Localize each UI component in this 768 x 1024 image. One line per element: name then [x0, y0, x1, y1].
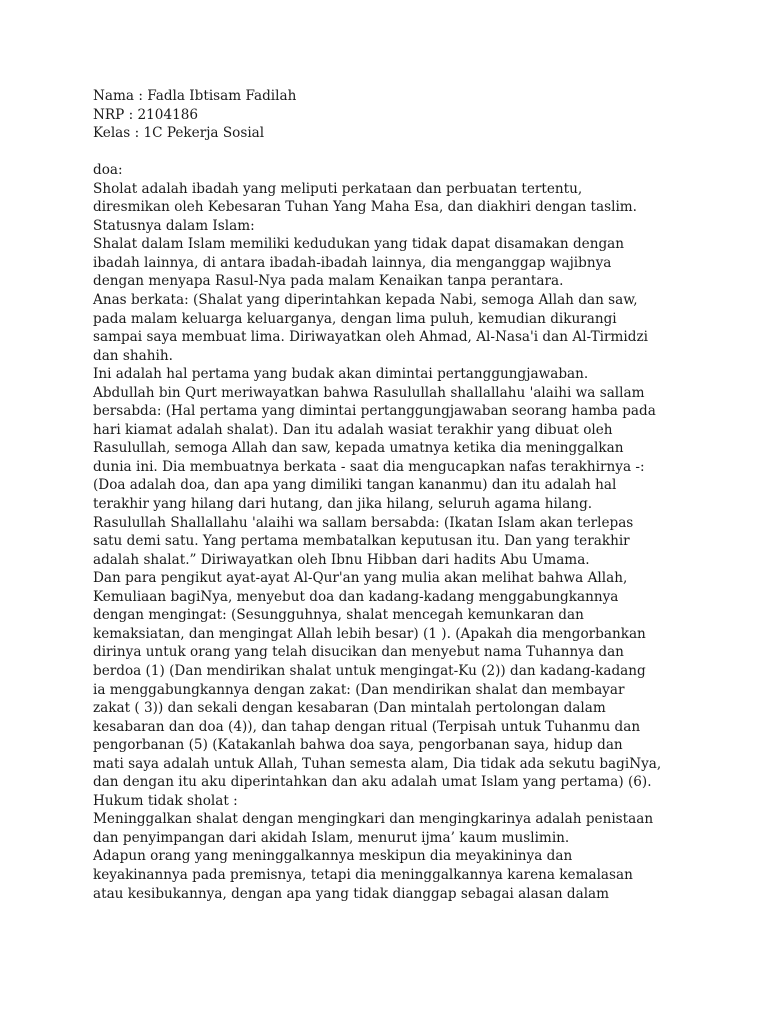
essay-line: dan shahih. — [93, 347, 173, 364]
essay-line: berdoa (1) (Dan mendirikan shalat untuk mengingat-Ku (2)) dan kadang-kadang — [93, 662, 646, 679]
student-class: Kelas : 1C Pekerja Sosial — [93, 125, 265, 142]
essay-line: dan penyimpangan dari akidah Islam, menurut ijma’ kaum muslimin. — [93, 829, 570, 846]
essay-line: Meninggalkan shalat dengan mengingkari dan mengingkarinya adalah penistaan — [93, 811, 654, 828]
essay-line: terakhir yang hilang dari hutang, dan jika hilang, seluruh agama hilang. — [93, 496, 593, 513]
document-body — [93, 87, 693, 903]
essay-line: Abdullah bin Qurt meriwayatkan bahwa Rasulullah shallallahu 'alaihi wa sallam — [93, 384, 645, 401]
essay-line: adalah shalat.” Diriwayatkan oleh Ibnu Hibban dari hadits Abu Umama. — [93, 551, 590, 568]
essay-line: bersabda: (Hal pertama yang dimintai pertanggungjawaban seorang hamba pada — [93, 403, 656, 420]
essay-line: dirinya untuk orang yang telah disucikan dan menyebut nama Tuhannya dan — [93, 644, 624, 661]
essay-line: keyakinannya pada premisnya, tetapi dia meninggalkannya karena kemalasan — [93, 866, 633, 883]
essay-line: diresmikan oleh Kebesaran Tuhan Yang Maha Esa, dan diakhiri dengan taslim. — [93, 199, 638, 216]
essay-line: Statusnya dalam Islam: — [93, 217, 255, 234]
essay-line: dengan mengingat: (Sesungguhnya, shalat mencegah kemunkaran dan — [93, 607, 584, 624]
essay-line: satu demi satu. Yang pertama membatalkan keputusan itu. Dan yang terakhir — [93, 533, 630, 550]
essay-line: Dan para pengikut ayat-ayat Al-Qur'an yang mulia akan melihat bahwa Allah, — [93, 570, 628, 587]
essay-line: Adapun orang yang meninggalkannya meskipun dia meyakininya dan — [93, 848, 573, 865]
student-nrp: NRP : 2104186 — [93, 106, 199, 123]
essay-line: kesabaran dan doa (4)), dan tahap dengan ritual (Terpisah untuk Tuhanmu dan — [93, 718, 641, 735]
essay-line: sampai saya membuat lima. Diriwayatkan oleh Ahmad, Al-Nasa'i dan Al-Tirmidzi — [93, 329, 648, 346]
essay-line: Rasulullah Shallallahu 'alaihi wa sallam bersabda: (Ikatan Islam akan terlepas — [93, 514, 634, 531]
essay-line: pada malam keluarga keluarganya, dengan lima puluh, kemudian dikurangi — [93, 310, 617, 327]
student-name: Nama : Fadla Ibtisam Fadilah — [93, 88, 297, 104]
essay-line: ibadah lainnya, di antara ibadah-ibadah lainnya, dia menganggap wajibnya — [93, 254, 612, 271]
essay-line: dunia ini. Dia membuatnya berkata - saat dia mengucapkan nafas terakhirnya -: — [93, 458, 645, 475]
essay-line: Ini adalah hal pertama yang budak akan dimintai pertanggungjawaban. — [93, 366, 589, 383]
essay-line: Anas berkata: (Shalat yang diperintahkan kepada Nabi, semoga Allah dan saw, — [93, 292, 638, 309]
essay-line: Sholat adalah ibadah yang meliputi perkataan dan perbuatan tertentu, — [93, 180, 583, 197]
essay-line: Shalat dalam Islam memiliki kedudukan yang tidak dapat disamakan dengan — [93, 236, 625, 253]
essay-line: atau kesibukannya, dengan apa yang tidak dianggap sebagai alasan dalam — [93, 885, 610, 902]
essay-line: Kemuliaan bagiNya, menyebut doa dan kadang-kadang menggabungkannya — [93, 588, 619, 605]
essay-line: dan dengan itu aku diperintahkan dan aku adalah umat Islam yang pertama) (6). — [93, 774, 652, 791]
essay-line: Rasulullah, semoga Allah dan saw, kepada umatnya ketika dia meninggalkan — [93, 440, 624, 457]
essay-line: zakat ( 3)) dan sekali dengan kesabaran (Dan mintalah pertolongan dalam — [93, 700, 606, 717]
essay-line: ia menggabungkannya dengan zakat: (Dan mendirikan shalat dan membayar — [93, 681, 625, 698]
blank-line — [93, 143, 693, 162]
essay-line: Hukum tidak sholat : — [93, 792, 238, 809]
essay-line: (Doa adalah doa, dan apa yang dimiliki tangan kananmu) dan itu adalah hal — [93, 477, 617, 494]
essay-line: hari kiamat adalah shalat). Dan itu adalah wasiat terakhir yang dibuat oleh — [93, 421, 613, 438]
essay-line: mati saya adalah untuk Allah, Tuhan semesta alam, Dia tidak ada sekutu bagiNya, — [93, 755, 662, 772]
essay-line: pengorbanan (5) (Katakanlah bahwa doa saya, pengorbanan saya, hidup dan — [93, 737, 623, 754]
essay-line: dengan menyapa Rasul-Nya pada malam Kenaikan tanpa perantara. — [93, 273, 564, 290]
essay-line: doa: — [93, 162, 123, 179]
essay-line: kemaksiatan, dan mengingat Allah lebih besar) (1 ). (Apakah dia mengorbankan — [93, 625, 646, 642]
essay-text — [93, 161, 693, 903]
